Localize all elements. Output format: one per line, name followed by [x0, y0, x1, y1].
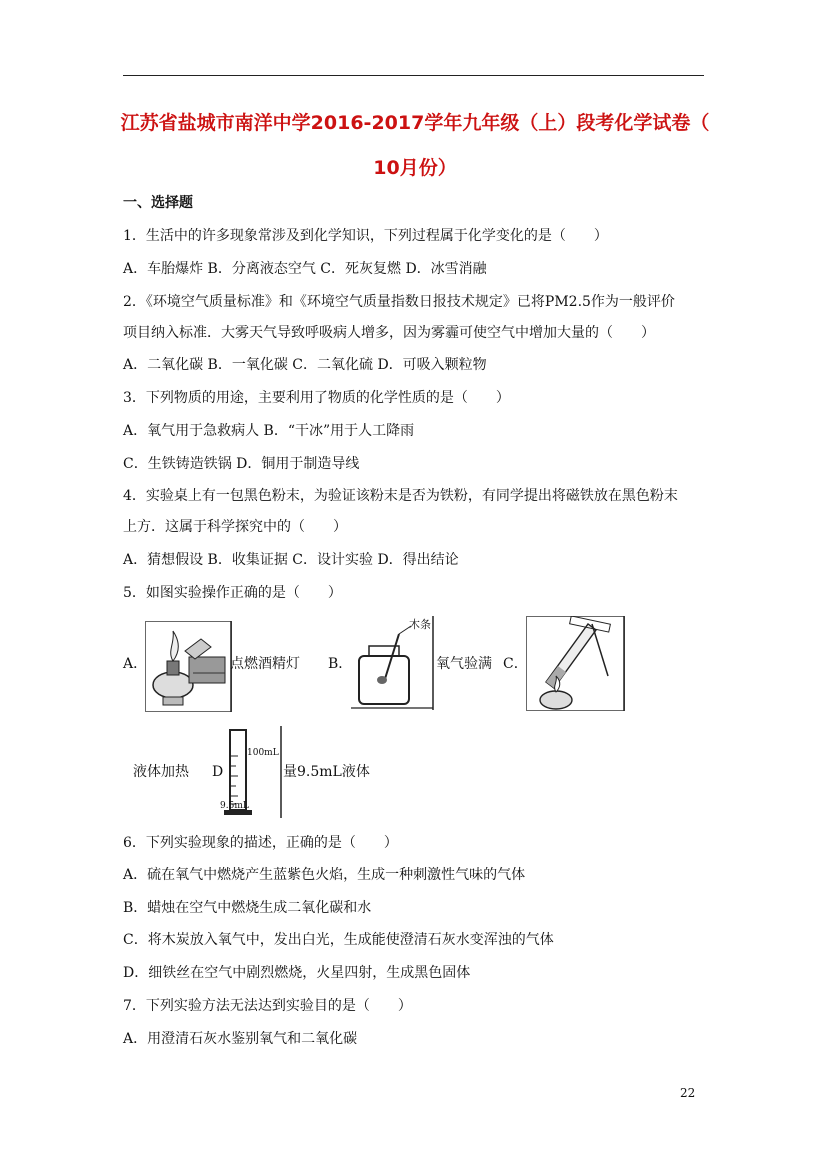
- q3-options-line1: A．氧气用于急救病人 B．“干冰”用于人工降雨: [123, 423, 415, 439]
- alcohol-lamp-lighting-figure: [145, 621, 233, 713]
- q2-options: A．二氧化碳 B．一氧化碳 C．二氧化硫 D．可吸入颗粒物: [123, 357, 487, 373]
- q5-option-c-text: 液体加热: [133, 764, 189, 780]
- q6-option-b: B．蜡烛在空气中燃烧生成二氧化碳和水: [123, 900, 372, 916]
- q6-option-a: A．硫在氧气中燃烧产生蓝紫色火焰，生成一种刺激性气味的气体: [123, 867, 526, 883]
- q4-stem-line1: 4．实验桌上有一包黑色粉末，为验证该粉末是否为铁粉，有同学提出将磁铁放在黑色粉末: [123, 488, 678, 504]
- q5-option-b-label: B．: [328, 656, 353, 672]
- q5-option-d-text: 量9.5mL液体: [283, 764, 370, 780]
- q4-options: A．猜想假设 B．收集证据 C．设计实验 D．得出结论: [123, 552, 459, 568]
- q5-option-a-text: 点燃酒精灯: [230, 656, 300, 672]
- q6-option-c: C．将木炭放入氧气中，发出白光，生成能使澄清石灰水变浑浊的气体: [123, 932, 554, 948]
- liquid-heating-figure: [526, 616, 626, 712]
- q2-stem-line1: 2．《环境空气质量标准》和《环境空气质量指数日报技术规定》已将PM2.5作为一般评价: [123, 294, 675, 310]
- q1-options: A．车胎爆炸 B．分离液态空气 C．死灰复燃 D．冰雪消融: [123, 261, 487, 277]
- q5-option-b-text: 氧气验满: [436, 656, 492, 672]
- cylinder-capacity-label: 100mL: [247, 748, 279, 758]
- q5-stem: 5．如图实验操作正确的是（ ）: [123, 585, 342, 601]
- q3-stem: 3．下列物质的用途，主要利用了物质的化学性质的是（ ）: [123, 390, 510, 406]
- exam-title-line1: 江苏省盐城市南洋中学2016-2017学年九年级（上）段考化学试卷（: [120, 112, 710, 134]
- page-number: 22: [680, 1086, 696, 1100]
- oxygen-full-test-figure: [351, 616, 435, 710]
- q2-stem-line2: 项目纳入标准．大雾天气导致呼吸病人增多，因为雾霾可使空气中增加大量的（ ）: [123, 325, 655, 341]
- q7-stem: 7．下列实验方法无法达到实验目的是（ ）: [123, 998, 412, 1014]
- q5-option-c-label: C．: [503, 656, 528, 672]
- q4-stem-line2: 上方．这属于科学探究中的（ ）: [123, 519, 347, 535]
- measuring-cylinder-figure: [218, 726, 284, 818]
- q7-option-a: A．用澄清石灰水鉴别氧气和二氧化碳: [123, 1031, 358, 1047]
- q5-option-a-label: A．: [123, 656, 148, 672]
- q1-stem: 1．生活中的许多现象常涉及到化学知识，下列过程属于化学变化的是（ ）: [123, 228, 608, 244]
- q6-stem: 6．下列实验现象的描述，正确的是（ ）: [123, 835, 398, 851]
- wood-stick-label: 木条: [409, 618, 431, 631]
- exam-title-line2: 10月份）: [373, 157, 457, 179]
- section-heading: 一、选择题: [123, 195, 193, 211]
- q5-option-d-label: D: [212, 764, 224, 780]
- q6-option-d: D．细铁丝在空气中剧烈燃烧，火星四射，生成黑色固体: [123, 965, 471, 981]
- header-rule: [123, 75, 704, 76]
- cylinder-volume-label: 9.5mL: [220, 801, 249, 811]
- q3-options-line2: C．生铁铸造铁锅 D．铜用于制造导线: [123, 456, 360, 472]
